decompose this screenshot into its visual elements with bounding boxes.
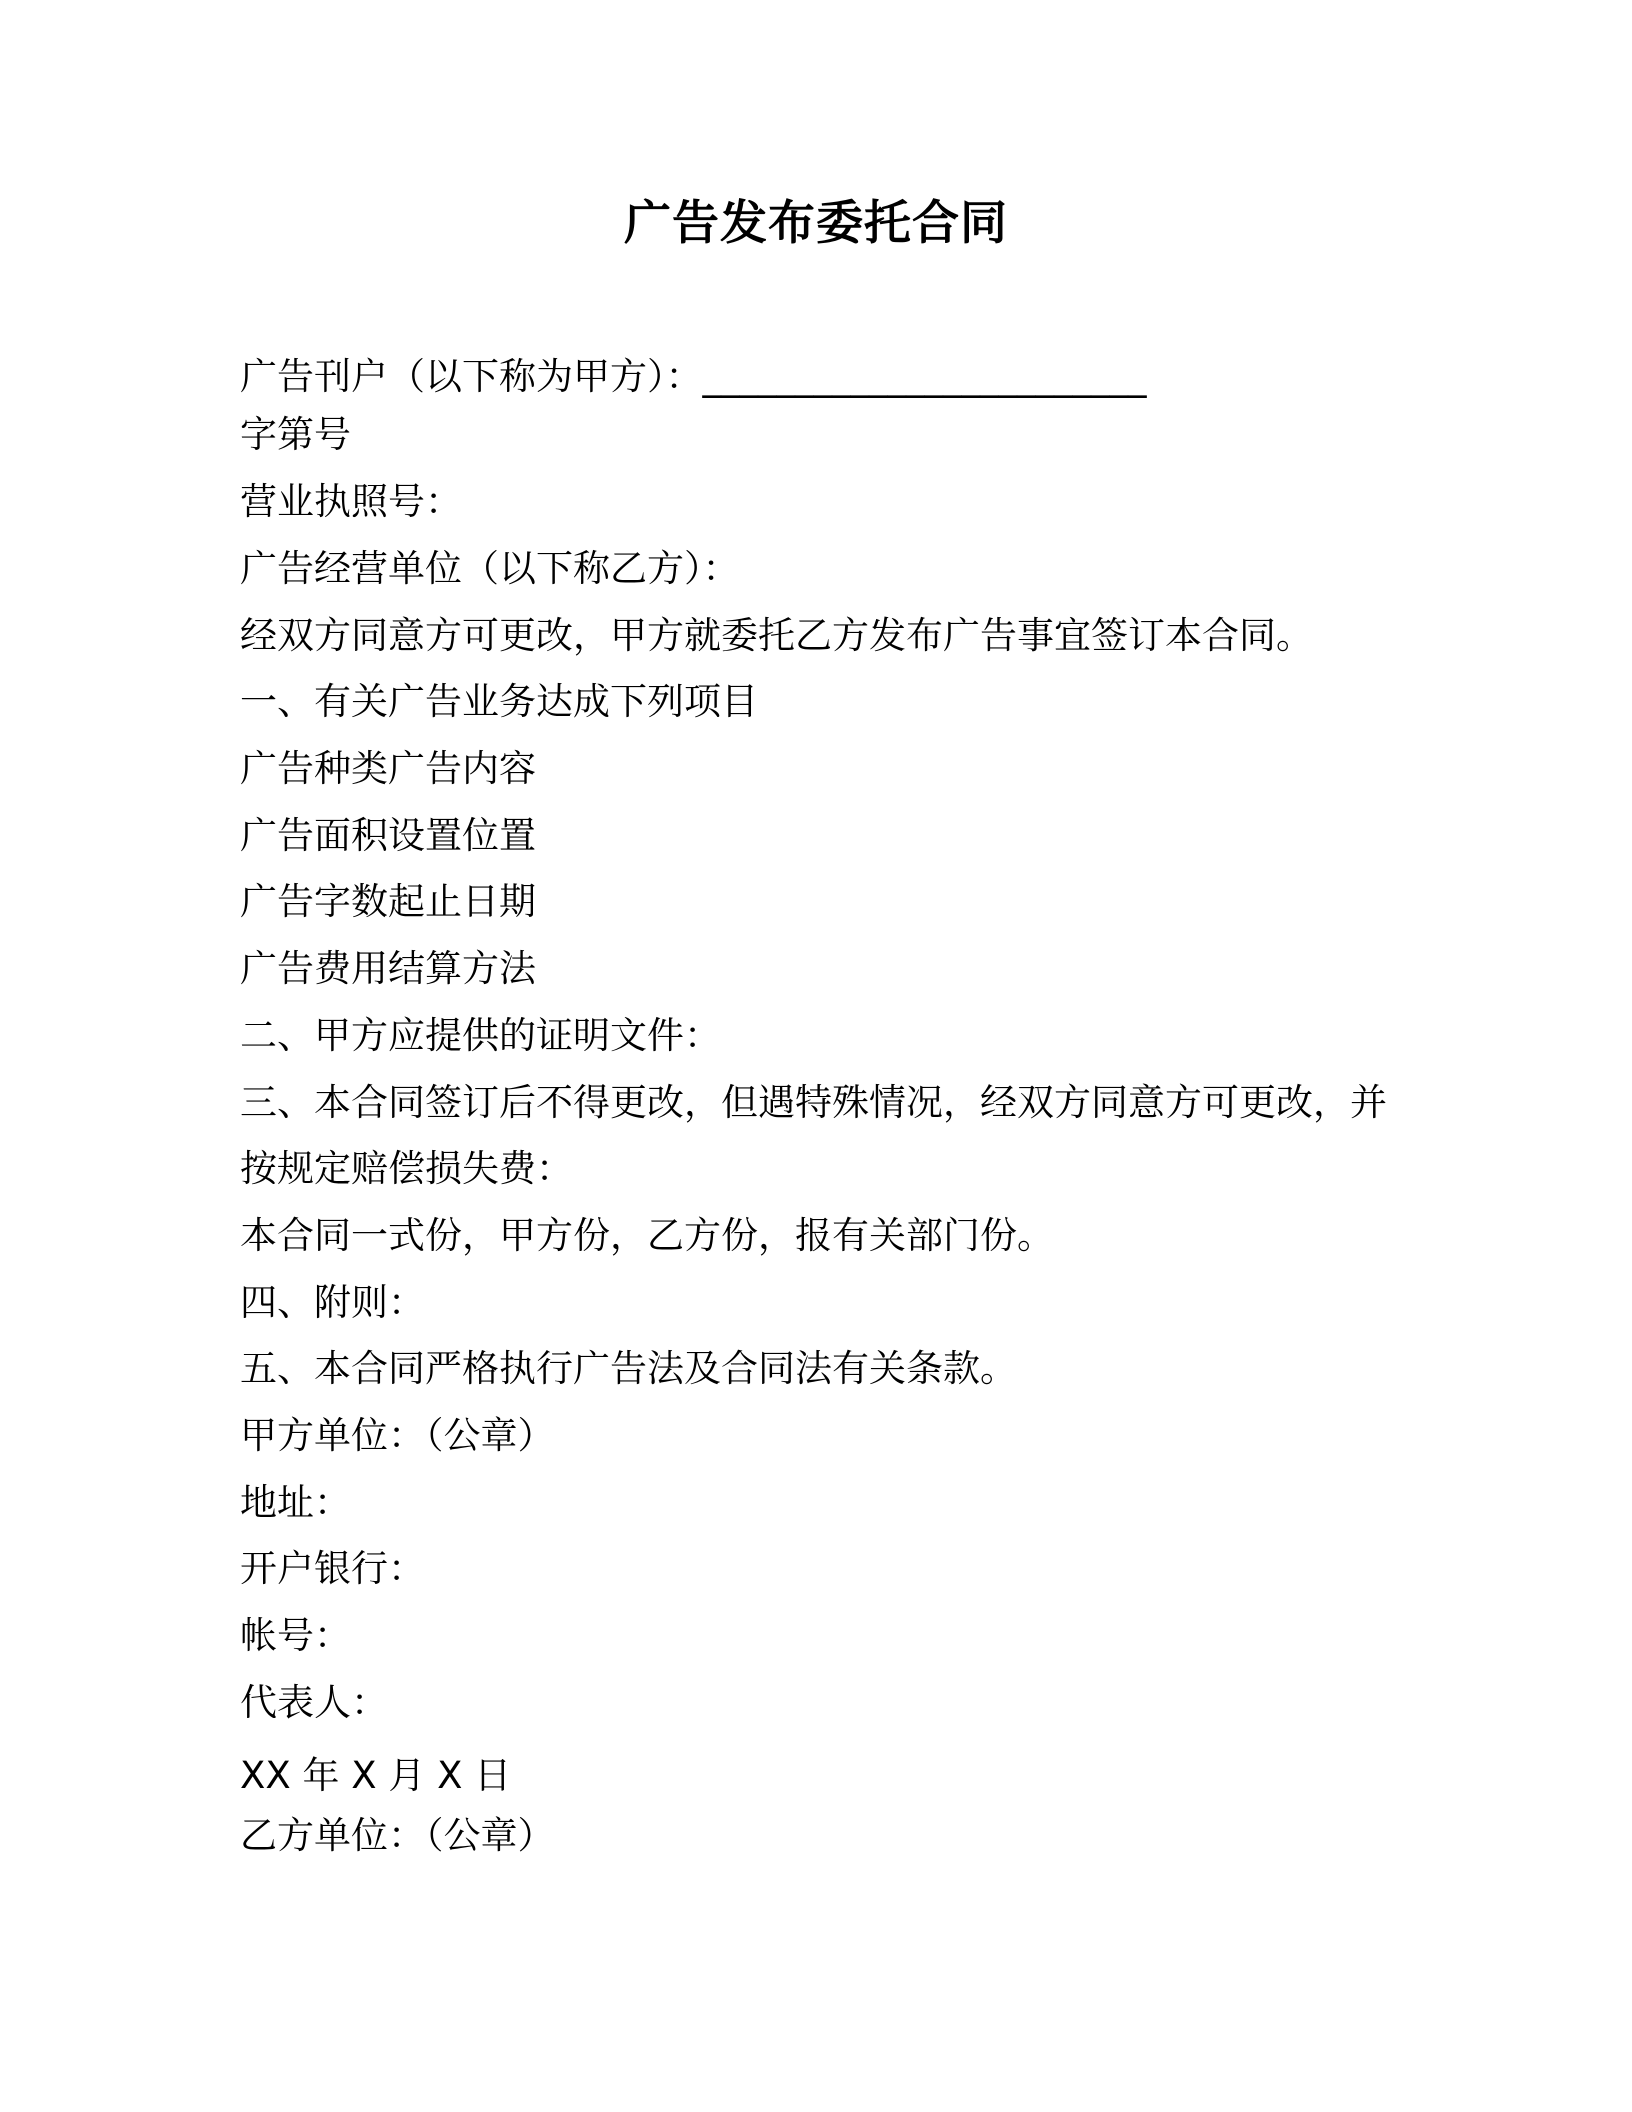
representative-line: 代表人： xyxy=(240,1681,388,1724)
section-two-heading: 二、甲方应提供的证明文件： xyxy=(240,1014,721,1057)
ad-words-dates-line: 广告字数起止日期 xyxy=(240,880,536,923)
bank-line: 开户银行： xyxy=(240,1547,425,1590)
ad-type-content-line: 广告种类广告内容 xyxy=(240,747,536,790)
section-three-continuation: 按规定赔偿损失费： xyxy=(240,1147,573,1190)
party-a-seal-line: 甲方单位：（公章） xyxy=(240,1414,555,1457)
party-a-line: 广告刊户（以下称为甲方）：________________________ xyxy=(240,355,1147,398)
date-line: XX 年 X 月 X 日 xyxy=(240,1754,512,1797)
reference-number-line: 字第号 xyxy=(240,413,351,456)
business-license-line: 营业执照号： xyxy=(240,480,462,523)
section-three-heading: 三、本合同签订后不得更改，但遇特殊情况，经双方同意方可更改，并 xyxy=(240,1081,1387,1124)
preamble-line: 经双方同意方可更改，甲方就委托乙方发布广告事宜签订本合同。 xyxy=(240,614,1313,657)
ad-fee-settlement-line: 广告费用结算方法 xyxy=(240,947,536,990)
party-b-line: 广告经营单位（以下称乙方）： xyxy=(240,547,740,590)
ad-area-position-line: 广告面积设置位置 xyxy=(240,814,536,857)
section-five-heading: 五、本合同严格执行广告法及合同法有关条款。 xyxy=(240,1347,1017,1390)
account-line: 帐号： xyxy=(240,1614,351,1657)
section-one-heading: 一、有关广告业务达成下列项目 xyxy=(240,680,758,723)
address-line: 地址： xyxy=(240,1481,351,1524)
document-title: 广告发布委托合同 xyxy=(624,196,1008,251)
copies-line: 本合同一式份，甲方份，乙方份，报有关部门份。 xyxy=(240,1214,1054,1257)
section-four-heading: 四、附则： xyxy=(240,1281,425,1324)
party-b-seal-line: 乙方单位：（公章） xyxy=(240,1814,555,1857)
